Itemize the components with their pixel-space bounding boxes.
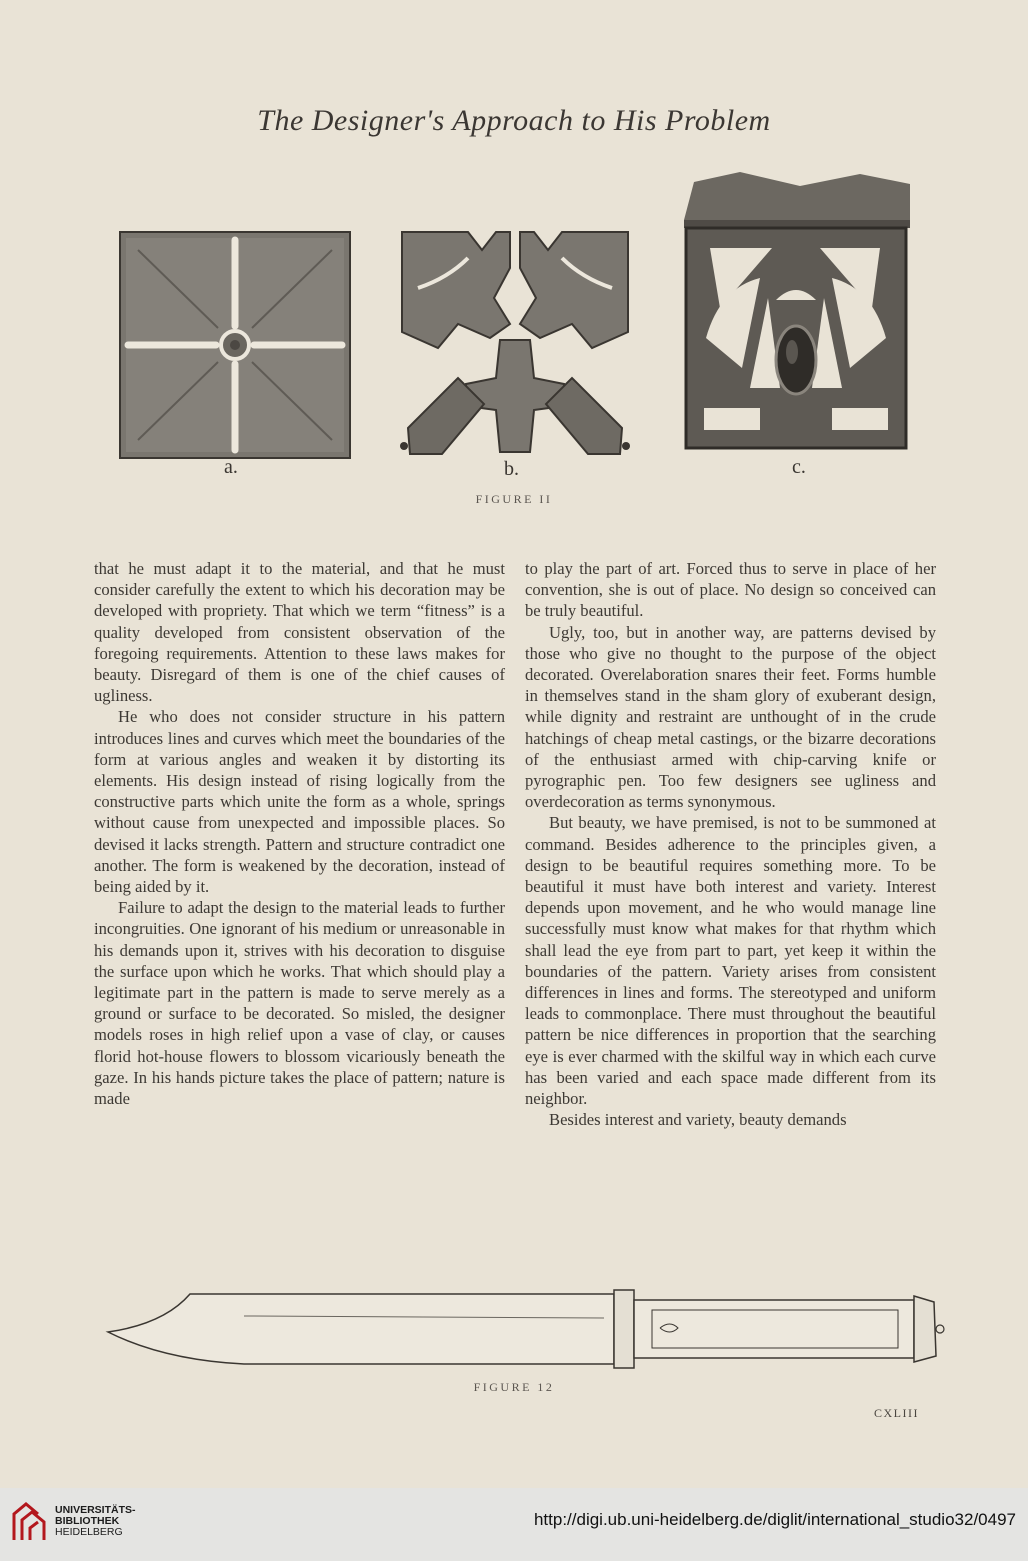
library-name: [55, 1505, 136, 1538]
figure-11c-plate: [680, 168, 916, 454]
figure-11b-pattern: [398, 228, 632, 458]
figure-12-knife: [104, 1280, 946, 1380]
university-library-logo-icon: [10, 1500, 50, 1544]
library-name-line-2: BIBLIOTHEK: [55, 1515, 120, 1527]
library-name-line-1: UNIVERSITÄTS-: [55, 1504, 136, 1516]
right-paragraph-2: Ugly, too, but in another way, are patterns devised by those who give no thought to the purpose of the object decorated. Overelaboration snares their feet. Forms humble in themselves stand in the sham glory of exuberant design, while dignity and restraint are unthought of in the crude hatchings of cheap metal castings, or the bizarre decorations of the enthusiast armed with chip-carving knife or pyrographic pen. Too few designers see ugliness and overdecoration as terms synonymous.: [525, 622, 936, 812]
figure-11a-label: a.: [224, 456, 238, 478]
running-title: The Designer's Approach to His Problem: [257, 104, 771, 137]
page-number: CXLIII: [874, 1406, 919, 1420]
figure-11-caption: FIGURE II: [475, 492, 553, 506]
left-paragraph-1: that he must adapt it to the material, and that he must consider carefully the extent to which his decoration may be developed with propriety. That which we term “fitness” is a quality developed from consistent observation of the foregoing requirements. Attention to these laws makes for beauty. Disregard of them is one of the chief causes of ugliness.: [94, 559, 505, 706]
figure-11b-label: b.: [504, 458, 519, 480]
right-paragraph-4: Besides interest and variety, beauty demands: [549, 1110, 847, 1130]
right-paragraph-3: But beauty, we have premised, is not to be summoned at command. Besides adherence to the principles given, a design to be beautiful requires something more. To be beautiful it must have both interest and variety. Interest depends upon movement, and he who would manage line successfully must know what makes for that rhythm which shall lead the eye from part to part, yet keep it within the boundaries of the pattern. Variety arises from consistent differences in lines and forms. The stereotyped and uniform leads to commonplace. There must throughout the beautiful pattern be nice differences in proportion that the searching eye is ever charmed with the skilful way in which each curve has been varied and each space made different from its neighbor.: [525, 813, 936, 1109]
figure-12-caption: FIGURE 12: [473, 1380, 555, 1394]
right-paragraph-1: to play the part of art. Forced thus to serve in place of her convention, she is out of place. No design so conceived can be truly beautiful.: [525, 559, 936, 621]
source-url-link[interactable]: http://digi.ub.uni-heidelberg.de/diglit/international_studio32/0497: [533, 1510, 1016, 1529]
figure-11a-tile: [118, 230, 354, 460]
left-paragraph-2: He who does not consider structure in his pattern introduces lines and curves which meet the boundaries of the form at various angles and weaken it by distorting its elements. His design instead of rising logically from the constructive parts which unite the form as a whole, springs without cause from unexpected and impossible places. So devised it lacks strength. Pattern and structure contradict one another. The form is weakened by the decoration, instead of being aided by it.: [94, 707, 505, 897]
library-name-line-3: HEIDELBERG: [55, 1526, 123, 1538]
left-paragraph-3: Failure to adapt the design to the material leads to further incongruities. One ignorant of his medium or unreasonable in his demands upon it, strives with his decoration to disguise the surface upon which he works. That which should play a legitimate part in the pattern is made to serve merely as a ground or surface to be decorated. So misled, the designer models roses in high relief upon a vase of clay, or causes florid hot-house flowers to blossom vicariously beneath the gaze. In his hands picture takes the place of pattern; nature is made: [94, 898, 505, 1109]
figure-11c-label: c.: [792, 456, 806, 478]
left-text-column: [94, 558, 505, 1109]
right-text-column: [525, 558, 936, 1130]
